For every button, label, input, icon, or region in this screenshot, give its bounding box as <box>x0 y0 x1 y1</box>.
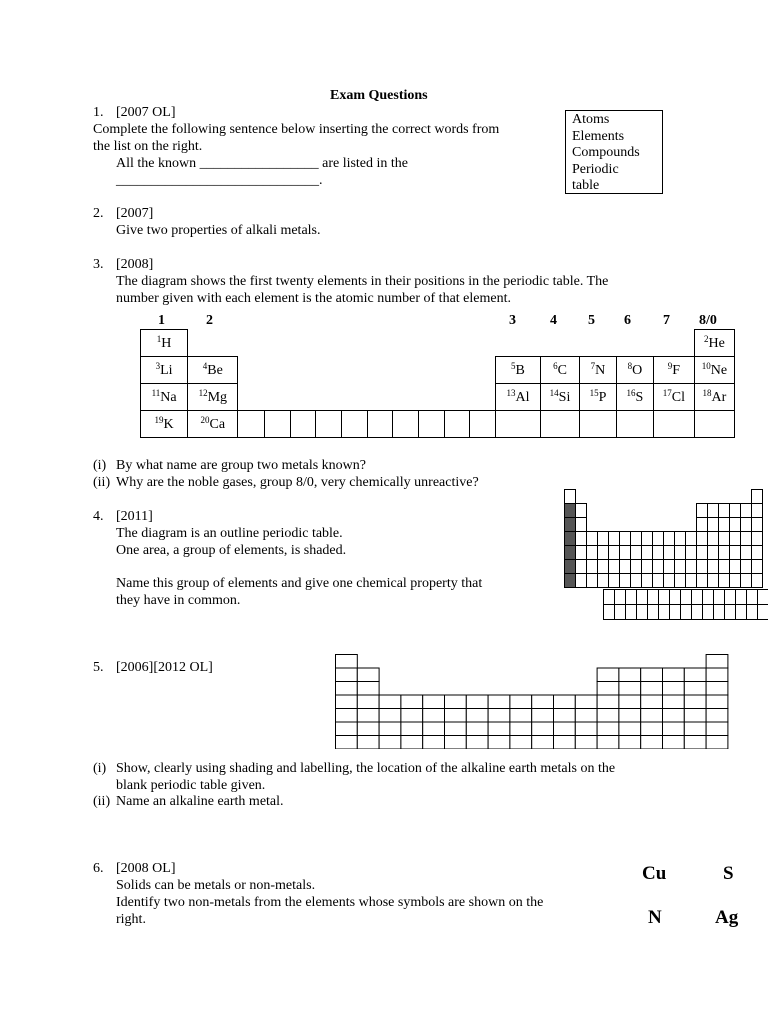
element-cell <box>631 546 642 560</box>
element-cell-ca: $^{20}$Ca <box>188 411 238 438</box>
element-cell <box>642 560 653 574</box>
f-block-cell <box>736 590 747 605</box>
element-cell-na: $^{11}$Na <box>141 384 188 411</box>
element-cell <box>445 709 467 723</box>
element-cell <box>663 709 685 723</box>
element-cell <box>675 546 686 560</box>
f-block-cell <box>703 605 714 620</box>
f-block-cell <box>725 590 736 605</box>
element-cell-k: $^{19}$K <box>141 411 188 438</box>
f-block-cell <box>758 590 768 605</box>
element-cell <box>554 736 576 750</box>
element-cell <box>664 574 675 588</box>
q4-tag: [2011] <box>116 509 153 524</box>
element-cell <box>684 668 706 682</box>
element-cell <box>598 532 609 546</box>
element-cell <box>336 736 358 750</box>
element-cell-c: $^6$C <box>541 357 580 384</box>
element-cell <box>708 518 719 532</box>
element-cell-ar: $^{18}$Ar <box>694 384 734 411</box>
element-cell <box>697 504 708 518</box>
q1-number: 1. <box>93 105 104 120</box>
element-cell <box>730 518 741 532</box>
element-cell <box>664 560 675 574</box>
element-cell <box>575 722 597 736</box>
element-cell <box>663 682 685 696</box>
element-cell <box>565 504 576 518</box>
element-cell <box>708 504 719 518</box>
symbol-cu: Cu <box>642 863 667 884</box>
q5-sub-ii: Name an alkaline earth metal. <box>116 794 284 809</box>
element-cell <box>619 682 641 696</box>
element-cell <box>752 560 763 574</box>
element-cell <box>653 546 664 560</box>
element-cell <box>641 668 663 682</box>
element-cell-o: $^8$O <box>616 357 653 384</box>
f-block-cell <box>648 605 659 620</box>
element-cell <box>697 518 708 532</box>
q5-sub-i-label: (i) <box>93 761 107 776</box>
element-cell <box>576 560 587 574</box>
element-cell <box>730 560 741 574</box>
element-cell <box>752 518 763 532</box>
element-cell <box>642 532 653 546</box>
element-cell-b: $^5$B <box>495 357 540 384</box>
q4-line1: The diagram is an outline periodic table. <box>116 526 343 541</box>
q5-sub-i-line1: Show, clearly using shading and labelling, the location of the alkaline earth metals on the <box>116 761 616 776</box>
element-cell <box>663 736 685 750</box>
element-cell <box>597 722 619 736</box>
f-block-cell <box>703 590 714 605</box>
element-cell <box>510 736 532 750</box>
element-cell <box>730 574 741 588</box>
word-list-box <box>565 110 663 194</box>
element-cell <box>619 722 641 736</box>
group-label-6: 6 <box>624 313 631 328</box>
element-cell <box>619 695 641 709</box>
element-cell <box>565 560 576 574</box>
element-cell <box>597 682 619 696</box>
element-cell <box>532 709 554 723</box>
element-cell <box>466 695 488 709</box>
q6-line3: right. <box>116 912 146 927</box>
element-cell <box>619 736 641 750</box>
element-cell <box>554 722 576 736</box>
f-block-cell <box>692 605 703 620</box>
q3-line2: number given with each element is the atomic number of that element. <box>116 291 511 306</box>
word-list-item: Elements <box>572 128 625 144</box>
element-cell <box>609 532 620 546</box>
element-cell <box>631 560 642 574</box>
q3-sub-i-label: (i) <box>93 458 107 473</box>
element-cell <box>609 546 620 560</box>
element-cell-cl: $^{17}$Cl <box>653 384 694 411</box>
element-cell <box>445 722 467 736</box>
element-cell <box>466 722 488 736</box>
element-cell <box>752 546 763 560</box>
element-cell <box>565 546 576 560</box>
f-block-cell <box>626 590 637 605</box>
q4-line2: One area, a group of elements, is shaded. <box>116 543 347 558</box>
q4-line3: Name this group of elements and give one chemical property that <box>116 576 483 591</box>
q6-number: 6. <box>93 861 104 876</box>
element-cell <box>675 574 686 588</box>
element-cell <box>719 574 730 588</box>
element-cell <box>576 574 587 588</box>
element-cell <box>357 709 379 723</box>
element-cell <box>466 736 488 750</box>
f-block-cell <box>615 590 626 605</box>
element-cell <box>565 518 576 532</box>
element-cell-li: $^3$Li <box>141 357 188 384</box>
element-cell <box>401 709 423 723</box>
element-cell <box>706 668 728 682</box>
q5-number: 5. <box>93 660 104 675</box>
element-cell <box>510 709 532 723</box>
page-title: Exam Questions <box>330 88 428 103</box>
element-cell <box>706 695 728 709</box>
element-cell <box>488 722 510 736</box>
f-block-cell <box>747 590 758 605</box>
element-cell <box>684 709 706 723</box>
element-cell <box>401 722 423 736</box>
f-block-cell <box>714 605 725 620</box>
q3-tag: [2008] <box>116 257 154 272</box>
element-cell <box>719 532 730 546</box>
element-cell <box>565 574 576 588</box>
symbol-n: N <box>648 907 662 928</box>
element-cell <box>510 695 532 709</box>
element-cell <box>379 722 401 736</box>
f-block-cell <box>659 590 670 605</box>
element-cell <box>598 560 609 574</box>
q6-tag: [2008 OL] <box>116 861 176 876</box>
word-list-item: table <box>572 178 600 194</box>
element-cell <box>423 722 445 736</box>
element-cell-h: $^1$H <box>141 330 188 357</box>
element-cell <box>423 695 445 709</box>
element-cell <box>401 695 423 709</box>
element-cell <box>641 722 663 736</box>
element-cell <box>576 546 587 560</box>
element-cell <box>741 560 752 574</box>
element-cell <box>576 518 587 532</box>
element-cell <box>587 560 598 574</box>
q1-line4: _____________________________. <box>116 173 323 188</box>
element-cell <box>587 532 598 546</box>
q3-sub-ii: Why are the noble gases, group 8/0, very chemically unreactive? <box>116 475 479 490</box>
element-cell <box>609 560 620 574</box>
element-cell <box>706 722 728 736</box>
element-cell <box>445 695 467 709</box>
element-cell <box>663 722 685 736</box>
element-cell <box>708 560 719 574</box>
element-cell <box>653 560 664 574</box>
element-cell <box>575 695 597 709</box>
element-cell <box>663 695 685 709</box>
element-cell-al: $^{13}$Al <box>495 384 540 411</box>
element-cell <box>741 532 752 546</box>
q3-sub-i: By what name are group two metals known? <box>116 458 366 473</box>
f-block-cell <box>736 605 747 620</box>
element-cell <box>641 695 663 709</box>
element-cell <box>664 532 675 546</box>
q2-tag: [2007] <box>116 206 154 221</box>
element-cell <box>653 574 664 588</box>
element-cell-n: $^7$N <box>580 357 617 384</box>
f-block-cell <box>659 605 670 620</box>
element-cell <box>719 546 730 560</box>
element-cell <box>357 695 379 709</box>
group-label-8-0: 8/0 <box>699 313 717 328</box>
element-cell-ne: $^{10}$Ne <box>694 357 734 384</box>
element-cell <box>706 655 728 669</box>
element-cell <box>741 504 752 518</box>
element-cell <box>631 574 642 588</box>
element-cell <box>719 560 730 574</box>
element-cell <box>336 655 358 669</box>
element-cell-be: $^4$Be <box>188 357 238 384</box>
element-cell <box>684 722 706 736</box>
element-cell <box>510 722 532 736</box>
q1-line2: the list on the right. <box>93 139 203 154</box>
q2-number: 2. <box>93 206 104 221</box>
element-cell <box>379 736 401 750</box>
element-cell <box>752 574 763 588</box>
element-cell <box>532 736 554 750</box>
f-block-cell <box>747 605 758 620</box>
element-cell <box>697 546 708 560</box>
q1-line3: All the known _________________ are listed in the <box>116 156 409 171</box>
q6-line1: Solids can be metals or non-metals. <box>116 878 316 893</box>
element-cell <box>620 532 631 546</box>
f-block-cell <box>725 605 736 620</box>
f-block-cell <box>670 605 681 620</box>
q3-line1: The diagram shows the first twenty elements in their positions in the periodic table. The <box>116 274 609 289</box>
element-cell <box>379 709 401 723</box>
word-list-item: Periodic <box>572 161 619 177</box>
element-cell <box>708 532 719 546</box>
element-cell-he: $^2$He <box>694 330 734 357</box>
element-cell <box>741 574 752 588</box>
element-cell <box>706 709 728 723</box>
element-cell <box>575 709 597 723</box>
word-list-item: Atoms <box>572 112 610 127</box>
element-cell <box>488 709 510 723</box>
element-cell <box>357 736 379 750</box>
element-cell <box>488 736 510 750</box>
element-cell <box>554 695 576 709</box>
element-cell <box>642 546 653 560</box>
element-cell <box>741 546 752 560</box>
element-cell <box>708 574 719 588</box>
f-block-cell <box>692 590 703 605</box>
element-cell <box>532 695 554 709</box>
q4-number: 4. <box>93 509 104 524</box>
first-twenty-elements-table <box>140 329 735 438</box>
element-cell <box>686 546 697 560</box>
element-cell <box>642 574 653 588</box>
element-cell <box>379 695 401 709</box>
element-cell <box>620 560 631 574</box>
element-cell-p: $^{15}$P <box>580 384 617 411</box>
element-cell <box>706 682 728 696</box>
f-block-cell <box>714 590 725 605</box>
group-label-5: 5 <box>588 313 595 328</box>
element-cell <box>719 518 730 532</box>
element-cell <box>357 682 379 696</box>
f-block-cell <box>637 590 648 605</box>
q1-tag: [2007 OL] <box>116 105 176 120</box>
element-cell <box>708 546 719 560</box>
element-cell <box>336 709 358 723</box>
element-cell <box>587 546 598 560</box>
q5-sub-ii-label: (ii) <box>93 794 111 809</box>
element-cell <box>619 709 641 723</box>
element-cell <box>686 560 697 574</box>
element-cell <box>576 532 587 546</box>
element-cell <box>684 695 706 709</box>
element-cell <box>357 722 379 736</box>
element-cell <box>401 736 423 750</box>
element-cell <box>697 560 708 574</box>
symbol-ag: Ag <box>715 907 739 928</box>
element-cell <box>423 736 445 750</box>
element-cell <box>423 709 445 723</box>
q6-line2: Identify two non-metals from the elements whose symbols are shown on the <box>116 895 544 910</box>
f-block-cell <box>615 605 626 620</box>
f-block-cell <box>681 605 692 620</box>
element-cell <box>675 532 686 546</box>
element-cell <box>565 490 576 504</box>
element-cell <box>653 532 664 546</box>
element-cell-mg: $^{12}$Mg <box>188 384 238 411</box>
element-cell <box>466 709 488 723</box>
outline-periodic-table-shaded <box>564 489 768 623</box>
element-cell <box>532 722 554 736</box>
element-cell <box>697 574 708 588</box>
element-cell <box>752 490 763 504</box>
element-cell <box>575 736 597 750</box>
element-cell <box>576 504 587 518</box>
element-cell <box>675 560 686 574</box>
group-label-3: 3 <box>509 313 516 328</box>
q3-sub-ii-label: (ii) <box>93 475 111 490</box>
q2-line1: Give two properties of alkali metals. <box>116 223 321 238</box>
element-cell <box>664 546 675 560</box>
f-block-cell <box>670 590 681 605</box>
element-cell <box>686 532 697 546</box>
element-cell <box>587 574 598 588</box>
f-block-cell <box>648 590 659 605</box>
element-cell <box>684 682 706 696</box>
element-cell <box>663 668 685 682</box>
element-cell <box>554 709 576 723</box>
element-cell <box>609 574 620 588</box>
element-cell <box>488 695 510 709</box>
element-cell <box>565 532 576 546</box>
element-cell <box>641 682 663 696</box>
blank-periodic-table <box>335 654 730 749</box>
f-block-cell <box>626 605 637 620</box>
element-cell <box>598 546 609 560</box>
f-block-cell <box>604 605 615 620</box>
f-block-cell <box>758 605 768 620</box>
element-cell <box>684 736 706 750</box>
q1-line1: Complete the following sentence below inserting the correct words from <box>93 122 500 137</box>
element-cell <box>598 574 609 588</box>
element-cell-si: $^{14}$Si <box>541 384 580 411</box>
element-cell <box>719 504 730 518</box>
element-cell <box>597 695 619 709</box>
f-block-cell <box>681 590 692 605</box>
element-cell <box>597 668 619 682</box>
element-cell <box>597 736 619 750</box>
element-cell <box>336 682 358 696</box>
element-cell <box>730 504 741 518</box>
q5-tag: [2006][2012 OL] <box>116 660 213 675</box>
group-label-1: 1 <box>158 313 165 328</box>
element-cell <box>620 546 631 560</box>
element-cell <box>597 709 619 723</box>
group-label-2: 2 <box>206 313 213 328</box>
element-cell <box>619 668 641 682</box>
element-cell-f: $^9$F <box>653 357 694 384</box>
symbol-s: S <box>723 863 734 884</box>
element-cell <box>336 668 358 682</box>
f-block-cell <box>637 605 648 620</box>
f-block-cell <box>604 590 615 605</box>
element-cell <box>741 518 752 532</box>
element-cell <box>752 532 763 546</box>
element-cell <box>620 574 631 588</box>
element-cell <box>336 722 358 736</box>
element-cell <box>752 504 763 518</box>
element-cell-s: $^{16}$S <box>616 384 653 411</box>
element-cell <box>697 532 708 546</box>
element-cell <box>631 532 642 546</box>
q3-number: 3. <box>93 257 104 272</box>
group-label-7: 7 <box>663 313 670 328</box>
element-cell <box>336 695 358 709</box>
group-label-4: 4 <box>550 313 557 328</box>
element-cell <box>641 736 663 750</box>
word-list-item: Compounds <box>572 145 640 161</box>
element-cell <box>706 736 728 750</box>
element-cell <box>730 546 741 560</box>
element-cell <box>730 532 741 546</box>
q5-sub-i-line2: blank periodic table given. <box>116 778 266 793</box>
element-cell <box>641 709 663 723</box>
q4-line4: they have in common. <box>116 593 241 608</box>
element-cell <box>686 574 697 588</box>
element-cell <box>445 736 467 750</box>
element-cell <box>357 668 379 682</box>
